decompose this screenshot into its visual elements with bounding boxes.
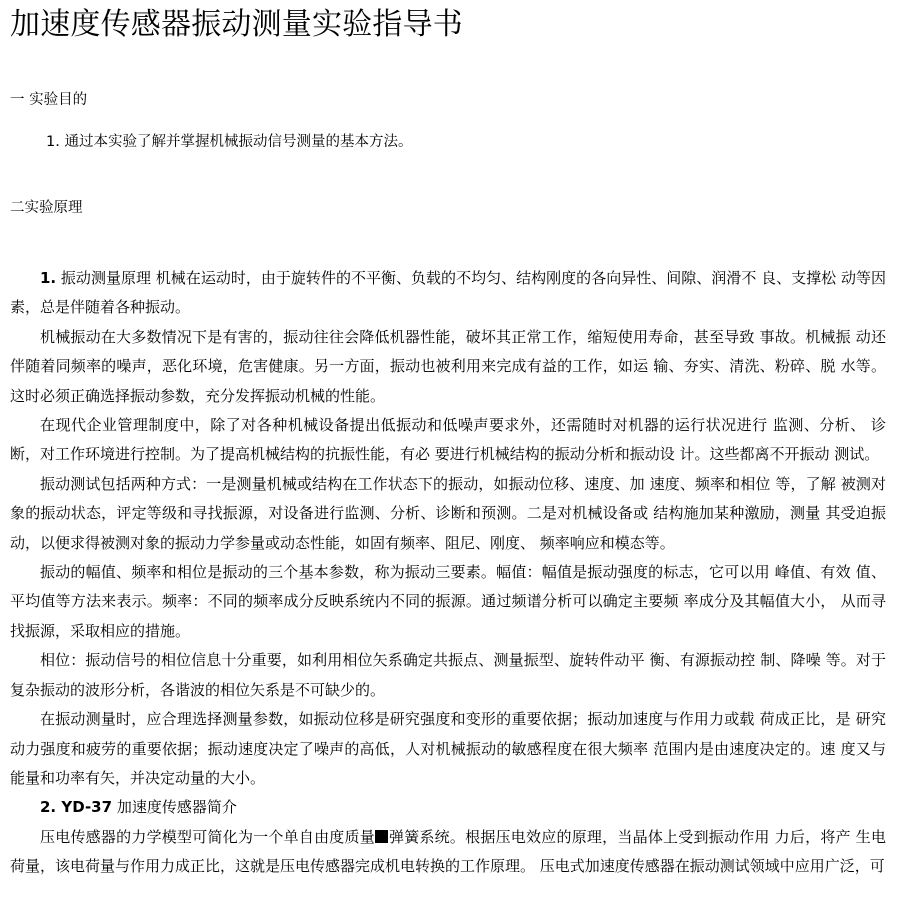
subsection-number-2: 2. YD-37 bbox=[40, 798, 113, 817]
paragraph-7 bbox=[10, 823, 886, 882]
paragraph-4: 振动的幅值、频率和相位是振动的三个基本参数，称为振动三要素。幅值：幅值是振动强度的标志，它可以用 峰值、有效 值、平均值等方法来表示。频率：不同的频率成分反映系统内不同的振源。通过频谱分析可以确定主要频 率成分及其幅值大小， 从而寻找振源，采取相应的措施。 bbox=[10, 563, 886, 640]
subsection-heading-2 bbox=[10, 793, 886, 822]
subsection-title-1: 振动测量原理 bbox=[56, 269, 156, 287]
paragraph-principle-lead bbox=[10, 264, 886, 323]
heading-spacer-2 bbox=[10, 218, 886, 264]
heading-spacer-1 bbox=[10, 110, 886, 132]
paragraph-2: 在现代企业管理制度中，除了对各种机械设备提出低振动和低噪声要求外，还需随时对机器的运行状况进行 监测、分析、 诊断，对工作环境进行控制。为了提高机械结构的抗振性能，有必 要进行机械结构的振动分析和振动设 计。这些都离不开振动 测试。 bbox=[10, 416, 886, 464]
page-title: 加速度传感器振动测量实验指导书 bbox=[10, 7, 463, 42]
paragraph-3: 振动测试包括两种方式：一是测量机械或结构在工作状态下的振动，如振动位移、速度、加 速度、频率和相位 等，了解 被测对象的振动状态，评定等级和寻找振源，对设备进行监测、分析、诊断和预测。二是对机械设备或 结构施加某种激励，测量 其受迫振动，以便求得被测对象的振动力学参量或动态性能，如固有频率、阻尼、刚度、 频率响应和模态等。 bbox=[10, 474, 886, 552]
section-heading-purpose: 一 实验目的 bbox=[10, 92, 88, 108]
missing-glyph-square-icon bbox=[375, 830, 388, 843]
subsection-lead-text-1: 机械在运动时，由于旋转件的不平衡、负载的不均匀、结构刚度的各向异性、间隙、润滑不 良、支撑松 动等因素，总是伴随着各种振动。 bbox=[10, 269, 886, 317]
list-spacer bbox=[10, 152, 886, 198]
paragraph-5: 相位：振动信号的相位信息十分重要，如利用相位矢系确定共振点、测量振型、旋转件动平 衡、有源振动控 制、降噪 等。对于复杂振动的波形分析，各谐波的相位矢系是不可缺少的。 bbox=[10, 651, 886, 699]
paragraph-6: 在振动测量时，应合理选择测量参数，如振动位移是研究强度和变形的重要依据；振动加速度与作用力或载 荷成正比，是 研究动力强度和疲劳的重要依据；振动速度决定了噪声的高低，人对机械振动的敏感程度在很大频率 范围内是由速度决定的。速 度又与能量和功率有矢，并决定动量的大小。 bbox=[10, 710, 886, 787]
paragraph-1: 机械振动在大多数情况下是有害的，振动往往会降低机器性能，破坏其正常工作，缩短使用寿命，甚至导致 事故。机械振 动还伴随着同频率的噪声，恶化环境，危害健康。另一方面，振动也被利用来完成有益的工作，如运 输、夯实、清洗、粉碎、脱 水等。这时必须正确选择振动参数，充分发挥振动机械的性能。 bbox=[10, 327, 886, 405]
title-spacer bbox=[10, 44, 886, 90]
closing-text-part-2: 弹簧系统。根据压电效应的原理，当晶体上受到振动作用 力后，将产 生电荷量，该电荷量与作用力成正比，这就是压电传感器完成机电转换的工作原理。 压电式加速度传感器在振动测试领域中应用广泛，可 bbox=[10, 827, 886, 876]
subsection-number-1: 1. bbox=[40, 269, 57, 287]
purpose-list-item-1: 1. 通过本实验了解并掌握机械振动信号测量的基本方法。 bbox=[46, 134, 413, 150]
closing-text-part-1: 压电传感器的力学模型可简化为一个单自由度质量 bbox=[40, 827, 375, 846]
section-heading-principle: 二实验原理 bbox=[10, 200, 83, 216]
subsection-title-2: 加速度传感器简介 bbox=[112, 798, 237, 817]
